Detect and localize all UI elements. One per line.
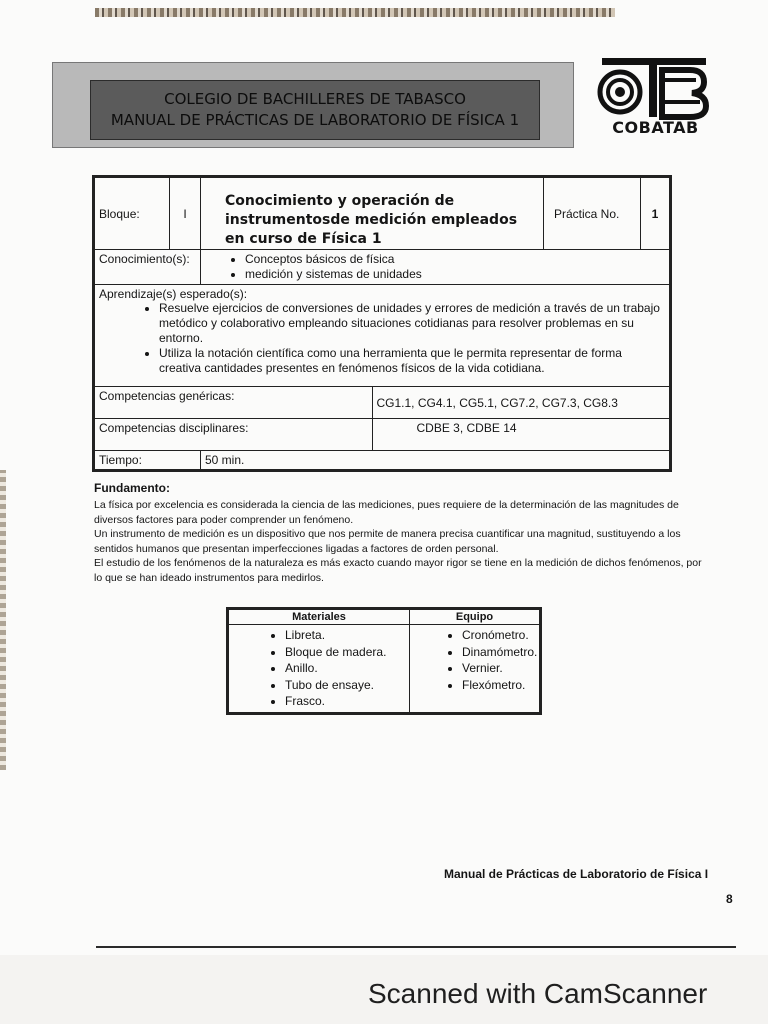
list-item: • Anillo. — [285, 660, 409, 677]
list-item: • Vernier. — [462, 660, 539, 677]
list-item: • Frasco. — [285, 693, 409, 710]
list-item: • Utiliza la notación científica como una herramienta que le permita representar de forma creativa cantidades presentes en fenómenos físicos de la vida cotidiana. — [159, 346, 665, 376]
page-bottom-edge — [96, 946, 736, 948]
genericas-value: CG1.1, CG4.1, CG5.1, CG7.2, CG7.3, CG8.3 — [372, 387, 671, 419]
list-item: • Bloque de madera. — [285, 644, 409, 661]
practica-number: 1 — [641, 177, 671, 250]
fundamento-paragraph: La física por excelencia es considerada la ciencia de las mediciones, pues requiere de la determinación de las magnitudes de diversos factores para poder comprender un fenómeno. — [94, 499, 679, 526]
materiales-list-cell — [228, 625, 410, 714]
fundamento-paragraph: Un instrumento de medición es un dispositivo que nos permite de manera precisa cuantificar una magnitud, sustituyendo a los sentidos humanos que presentan imperfecciones ligadas a factores de orden personal. — [94, 528, 681, 555]
equipo-header: Equipo — [410, 609, 541, 625]
practice-title: Conocimiento y operación de instrumentosde medición empleados en curso de Física 1 — [201, 177, 544, 250]
school-name: COLEGIO DE BACHILLERES DE TABASCO — [164, 90, 466, 108]
page-number: 8 — [726, 892, 733, 906]
list-item: • Flexómetro. — [462, 677, 539, 694]
scan-edge-strip-left — [0, 470, 6, 770]
list-item: • medición y sistemas de unidades — [245, 267, 665, 282]
aprendizajes-cell — [94, 285, 671, 387]
conocimientos-label: Conocimiento(s): — [94, 250, 201, 285]
disciplinares-value: CDBE 3, CDBE 14 — [372, 419, 671, 451]
scan-edge-strip — [95, 8, 615, 17]
camscanner-watermark: Scanned with CamScanner — [368, 978, 708, 1009]
fundamento-body — [94, 498, 706, 586]
genericas-label: Competencias genéricas: — [94, 387, 373, 419]
conocimientos-cell — [201, 250, 671, 285]
logo-text: COBATAB — [612, 118, 699, 137]
manual-title: MANUAL DE PRÁCTICAS DE LABORATORIO DE FÍSICA 1 — [110, 111, 520, 129]
bloque-label: Bloque: — [94, 177, 170, 250]
list-item: • Tubo de ensaye. — [285, 677, 409, 694]
header-banner — [90, 80, 540, 140]
list-item: • Libreta. — [285, 627, 409, 644]
list-item: • Dinamómetro. — [462, 644, 539, 661]
fundamento-paragraph: El estudio de los fenómenos de la naturaleza es más exacto cuando mayor rigor se tiene en la medición de dichos fenómenos, por lo que se han ideado instrumentos para medirlos. — [94, 557, 702, 584]
disciplinares-label: Competencias disciplinares: — [94, 419, 373, 451]
practice-info-table — [92, 175, 672, 472]
equipo-list-cell — [410, 625, 541, 714]
tiempo-value: 50 min. — [201, 451, 671, 471]
practica-label: Práctica No. — [544, 177, 641, 250]
fundamento-title: Fundamento: — [94, 481, 170, 495]
list-item: • Cronómetro. — [462, 627, 539, 644]
bloque-value: I — [170, 177, 201, 250]
list-item: • Resuelve ejercicios de conversiones de unidades y errores de medición a través de un trabajo metódico y colaborativo empleando situaciones cotidianas para resolver problemas en su entorno. — [159, 301, 665, 346]
materials-table — [226, 607, 542, 715]
aprendizajes-label: Aprendizaje(s) esperado(s): — [99, 287, 248, 301]
materiales-header: Materiales — [228, 609, 410, 625]
list-item: • Conceptos básicos de física — [245, 252, 665, 267]
footer-title: Manual de Prácticas de Laboratorio de Física I — [444, 867, 709, 881]
tiempo-label: Tiempo: — [94, 451, 201, 471]
